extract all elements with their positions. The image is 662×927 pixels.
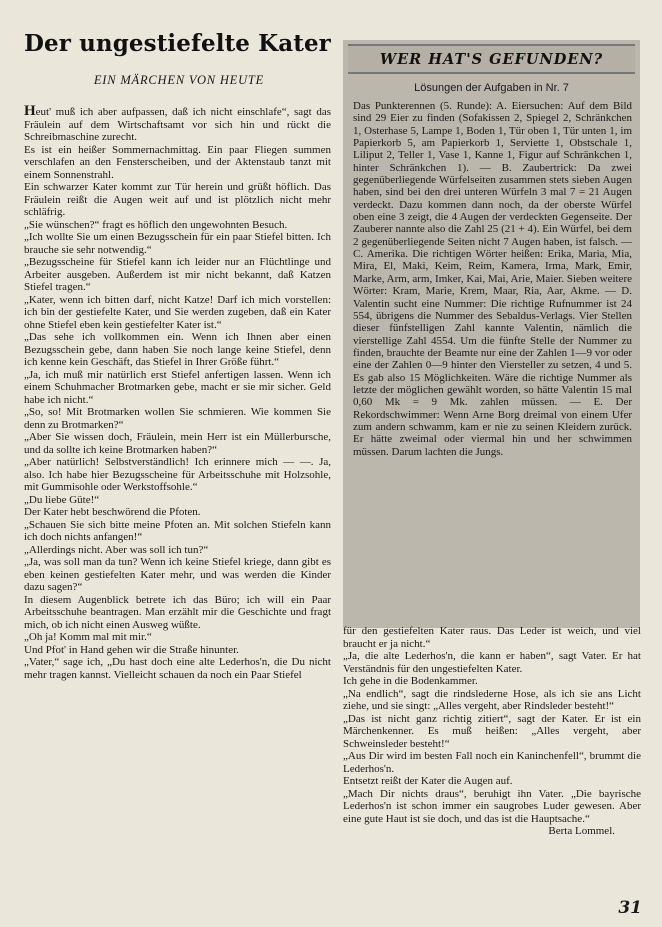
- article-paragraph: „Das sehe ich vollkommen ein. Wenn ich Ihnen aber einen Bezugsschein gebe, dann haben Sie noch lange keine Stiefel, denn ich kenne kein Geschäft, das Stiefel in Ihrer Größe führt.“: [24, 331, 331, 368]
- article-paragraph: „Oh ja! Komm mal mit mir.“: [24, 631, 152, 643]
- article-subtitle: EIN MÄRCHEN VON HEUTE: [93, 73, 265, 87]
- page-number: 31: [618, 898, 642, 918]
- article-paragraph: Der Kater hebt beschwörend die Pfoten.: [24, 506, 201, 518]
- article-paragraph: „So, so! Mit Brotmarken wollen Sie schmieren. Wie kommen Sie denn zu Brotmarken?“: [24, 406, 331, 431]
- article-column-right: [343, 625, 641, 883]
- article-paragraph: Ein schwarzer Kater kommt zur Tür herein und grüßt höflich. Das Fräulein reißt die Augen weit auf und ist plötzlich nicht mehr schläfrig.: [24, 181, 331, 218]
- article-continuation-paragraph: „Mach Dir nichts draus“, beruhigt ihn Vater. „Die bayrische Lederhos'n ist schon immer ein saugrobes Luder gewesen. Aber eine gute Haut ist sie doch, und das ist die Hauptsache.“: [343, 787, 641, 825]
- article-continuation-paragraph: Ich gehe in die Bodenkammer.: [343, 675, 478, 687]
- article-paragraph: „Schauen Sie sich bitte meine Pfoten an. Mit solchen Stiefeln kann ich doch nichts anfangen!“: [24, 518, 331, 543]
- article-paragraph: „Aber natürlich! Selbstverständlich! Ich erinnere mich — —. Ja, also. Ich habe hier Bezugsscheine für Arbeitsschuhe mit Holzsohle, mit Gummisohle oder Werkstoffsohle.“: [24, 456, 331, 493]
- article-continuation-paragraph: „Das ist nicht ganz richtig zitiert“, sagt der Kater. Er ist ein Märchenkenner. Es muß heißen: „Alles vergeht, aber Schweinsleder besteht!“: [343, 712, 641, 750]
- article-continuation-paragraph: für den gestiefelten Kater raus. Das Leder ist weich, und viel braucht er ja nicht.“: [343, 625, 641, 650]
- puzzle-box-subheading: Lösungen der Aufgaben in Nr. 7: [414, 82, 569, 94]
- article-paragraph: „Ja, ich muß mir natürlich erst Stiefel anfertigen lassen. Wenn ich einem Schuhmacher Brotmarken gebe, macht er sie mir sicher. Geld habe ich nicht.“: [24, 368, 331, 406]
- article-paragraph: „Allerdings nicht. Aber was soll ich tun?“: [24, 543, 209, 556]
- article-paragraph: „Aber Sie wissen doch, Fräulein, mein Herr ist ein Müllerbursche, und da sollte ich keine Brotmarken haben?“: [24, 431, 331, 456]
- article-paragraph: „Du liebe Güte!“: [24, 493, 100, 506]
- puzzle-solutions-paragraph: Das Punkterennen (5. Runde): A. Eiersuchen: Auf dem Bild sind 29 Eier zu finden (Sofakissen 2, Spiegel 2, Schränkchen 1, Osterhase 5, Lampe 1, Boden 1, Tür oben 1, Tür unten 1, im Papierkorb 5, am Papierkorb 1, Serviette 1, Obstschale 1, Liliput 2, Teller 1, Vase 1, Kanne 1, Figur auf Schränkchen 1, hinter Schränkchen 1). — B. Zaubertrick: Da zwei gegenüberliegende Würfelseiten zusammen stets sieben Augen haben, sind bei den drei unteren Würfeln 3 mal 7 = 21 Augen verdeckt. Dazu kommen dann noch, da der oberste Würfel oben eine 3 zeigt, die 4 Augen der verdeckten Gegenseite. Der Zauberer nannte also die Zahl 25 (21 + 4). Ein Würfel, bei dem 2 gegenüberliegende Seiten nicht 7 Augen haben, ist falsch. — C. Amerika. Die richtigen Wörter heißen: Erika, Maria, Mia, Mira, El, Maki, Keim, Reim, Kamera, Irma, Mark, Emir, Marke, Arm, arm, Imker, Kai, Mai, Arie, Maier. Sieben weitere Wörter: Kram, Marie, Krem, Maar, Ria, Aar, Akme. — D. Valentin sucht eine Nummer: Die richtige Rufnummer ist 24 554, übrigens die Nummer des Sebaldus-Verlags. Vier Stellen dieser fünfstelligen Zahl kannte Valentin, nämlich die vierstellige Zahl 4554. Um die fünfte Stelle der Nummer zu finden, brauchte der Beamte nur eine der Zahlen 1—9 vor oder eine der Zahlen 0—9 hinter den Viersteller zu setzen, 4 und 5. Es gab also 15 Möglichkeiten. Wäre die richtige Nummer als letzte der möglichen gewählt worden, so hätte Valentin 15 mal 0,60 Mk = 9 Mk. zahlen müssen. — E. Der Rekordschwimmer: Wenn Arne Borg dreimal von einem Ufer zum andern schwamm, kam er nie zu seinen Kleidern zurück. Er hätte zweimal oder viermal hin und her schwimmen müssen. Darum lachten die Jungs.: [353, 100, 632, 458]
- article-paragraph: „Vater,“ sage ich, „Du hast doch eine alte Lederhos'n, die Du nicht mehr tragen kannst. Vielleicht schauen da noch ein Paar Stiefel: [24, 656, 331, 681]
- puzzle-box-heading: WER HAT'S GEFUNDEN?: [348, 44, 635, 74]
- article-title: Der ungestiefelte Kater: [24, 30, 331, 57]
- article-paragraph: Es ist ein heißer Sommernachmittag. Ein paar Fliegen summen verschlafen an den Fensterscheiben, und der Aktenstaub tanzt mit einem Sonnenstrahl.: [24, 143, 331, 181]
- article-paragraph: „Bezugsscheine für Stiefel kann ich leider nur an Flüchtlinge und Arbeiter ausgeben. Außerdem ist mir nicht bekannt, daß Katzen Stiefel tragen.“: [24, 256, 331, 293]
- article-continuation-paragraph: „Aus Dir wird im besten Fall noch ein Kaninchenfell“, brummt die Lederhos'n.: [343, 750, 641, 775]
- puzzle-box-text: [343, 94, 640, 458]
- article-paragraph: „Ich wollte Sie um einen Bezugsschein für ein paar Stiefel bitten. Ich brauche sie sehr notwendig.“: [24, 231, 331, 256]
- article-continuation-paragraph: Entsetzt reißt der Kater die Augen auf.: [343, 775, 513, 787]
- article-paragraph: In diesem Augenblick betrete ich das Büro; ich will ein Paar Arbeitsschuhe beantragen. Man erzählt mir die Geschichte und fragt mich, ob ich nicht einen Ausweg wüßte.: [24, 593, 331, 631]
- article-paragraph: Heut' muß ich aber aufpassen, daß ich nicht einschlafe“, sagt das Fräulein auf dem Wirtschaftsamt vor sich hin und rückt die Schreibmaschine zurecht.: [24, 105, 331, 143]
- article-author: Berta Lommel.: [548, 825, 615, 837]
- article-paragraph: „Kater, wenn ich bitten darf, nicht Katze! Darf ich mich vorstellen: ich bin der gestiefelte Kater, und Sie werden zugeben, daß ein Kater ohne Stiefel eben kein gestiefelter Kater ist.“: [24, 293, 331, 331]
- article-paragraph: „Sie wünschen?“ fragt es höflich den ungewohnten Besuch.: [24, 218, 288, 231]
- article-paragraph: „Ja, was soll man da tun? Wenn ich keine Stiefel kriege, dann gibt es eben keinen gestiefelten Kater mehr, und was werden die Kinder dazu sagen?“: [24, 556, 331, 593]
- article-paragraph: Und Pfot' in Hand gehen wir die Straße hinunter.: [24, 643, 239, 656]
- article-column-left: [24, 105, 331, 880]
- article-continuation-paragraph: „Ja, die alte Lederhos'n, die kann er haben“, sagt Vater. Er hat Verständnis für den ungestiefelten Kater.: [343, 650, 641, 675]
- article-continuation-paragraph: „Na endlich“, sagt die rindslederne Hose, als ich sie ans Licht ziehe, und sie singt: „Alles vergeht, aber Rindsleder besteht!“: [343, 687, 641, 712]
- puzzle-solutions-box: [343, 40, 640, 628]
